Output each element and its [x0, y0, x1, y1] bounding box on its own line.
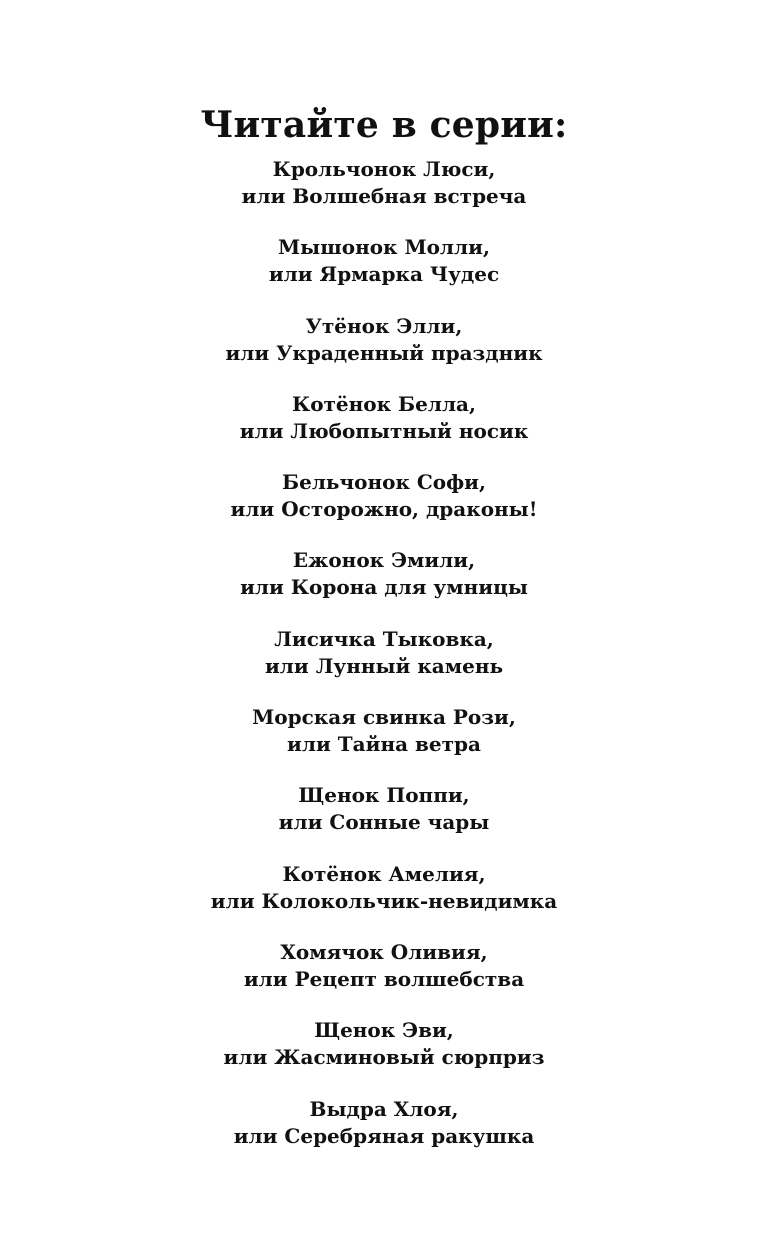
list-item [0, 861, 768, 939]
book-subtitle: или Волшебная встреча [241, 184, 527, 208]
list-item [0, 1017, 768, 1095]
list-item [0, 234, 768, 312]
book-name: Крольчонок Люси, [272, 157, 496, 181]
book-name: Мышонок Молли, [278, 235, 490, 260]
book-subtitle: или Тайна ветра [287, 732, 481, 757]
page-title: Читайте в серии: [200, 104, 568, 147]
book-subtitle: или Сонные чары [278, 810, 490, 835]
list-item [0, 391, 768, 469]
book-subtitle: или Ярмарка Чудес [268, 262, 500, 287]
book-subtitle: или Серебряная ракушка [233, 1123, 535, 1148]
book-subtitle: или Корона для умницы [240, 575, 528, 600]
book-subtitle: или Рецепт волшебства [243, 966, 525, 991]
list-item [0, 469, 768, 547]
book-subtitle: или Украденный праздник [225, 340, 543, 365]
book-name: Хомячок Оливия, [280, 939, 488, 964]
book-subtitle: или Осторожно, драконы! [230, 497, 538, 522]
book-name: Выдра Хлоя, [309, 1096, 459, 1121]
book-name: Морская свинка Рози, [252, 705, 516, 730]
book-series-list [0, 156, 768, 1174]
book-name: Котёнок Амелия, [282, 861, 486, 886]
book-name: Утёнок Элли, [305, 313, 463, 338]
list-item [0, 782, 768, 860]
book-subtitle: или Лунный камень [264, 653, 504, 678]
book-name: Ежонок Эмили, [292, 548, 476, 573]
book-name: Щенок Поппи, [298, 783, 470, 808]
book-name: Щенок Эви, [314, 1018, 454, 1043]
book-subtitle: или Колокольчик-невидимка [210, 888, 558, 913]
book-name: Лисичка Тыковка, [274, 626, 494, 651]
list-item [0, 939, 768, 1017]
list-item [0, 313, 768, 391]
book-subtitle: или Любопытный носик [239, 418, 529, 443]
book-name: Котёнок Белла, [292, 391, 476, 416]
list-item [0, 626, 768, 704]
list-item [0, 547, 768, 625]
book-name: Бельчонок Софи, [282, 470, 486, 495]
book-subtitle: или Жасминовый сюрприз [223, 1045, 545, 1070]
list-item [0, 1096, 768, 1174]
list-item [0, 704, 768, 782]
list-item [0, 156, 768, 234]
